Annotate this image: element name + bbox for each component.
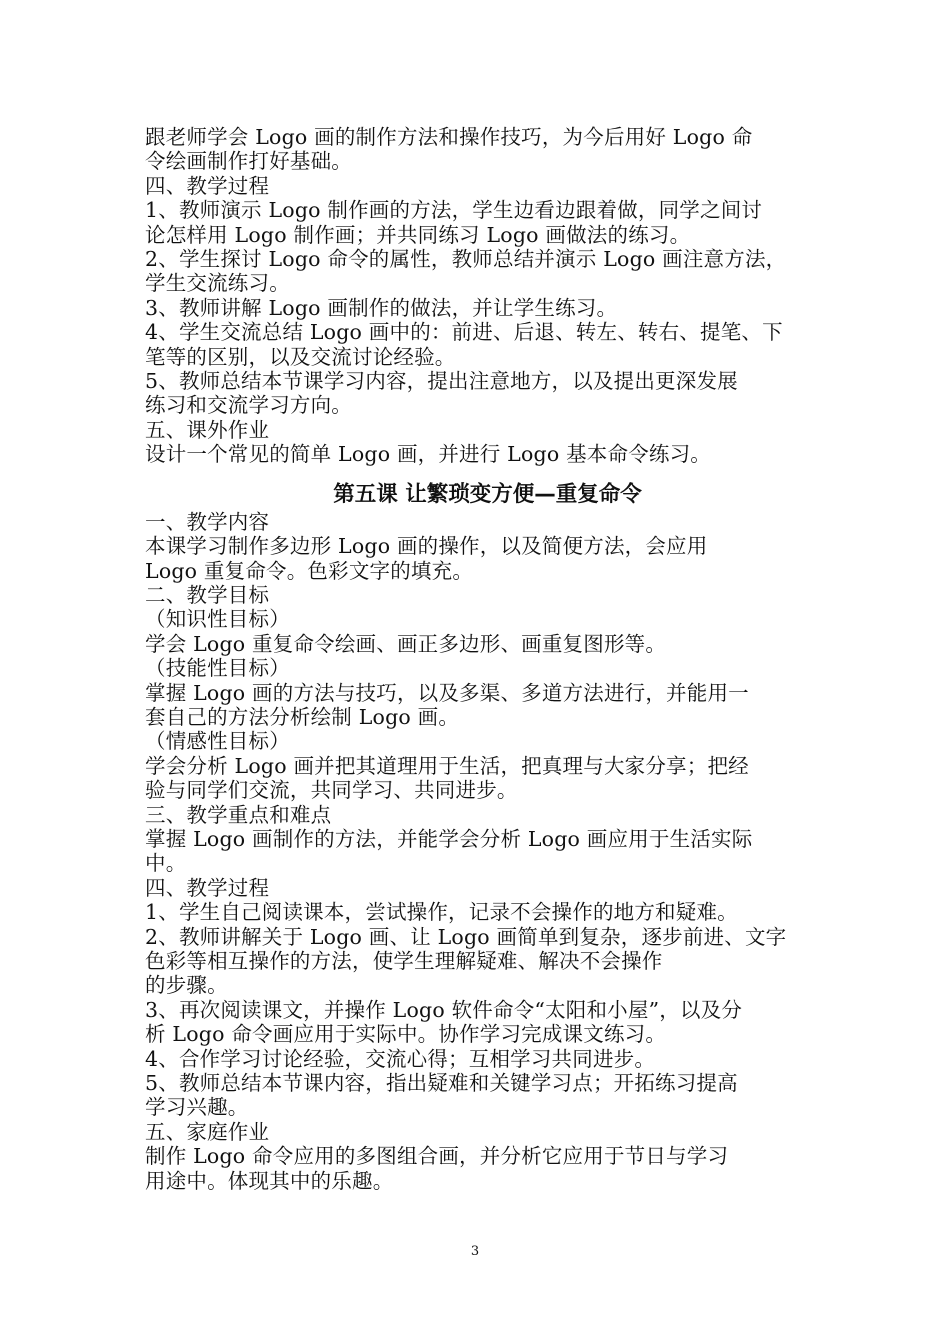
lesson-four-continuation (145, 125, 820, 467)
text-line: 论怎样用 Logo 制作画；并共同练习 Logo 画做法的练习。 (145, 222, 691, 247)
text-line: 中。 (145, 851, 187, 876)
text-line: 3、再次阅读课文，并操作 Logo 软件命令“太阳和小屋”，以及分 (145, 997, 743, 1022)
text-line: 五、家庭作业 (145, 1119, 270, 1144)
text-line: 制作 Logo 命令应用的多图组合画，并分析它应用于节日与学习 (145, 1144, 729, 1169)
text-line: （知识性目标） (145, 607, 290, 632)
text-line: 令绘画制作打好基础。 (145, 149, 352, 174)
text-line: （技能性目标） (145, 656, 290, 681)
text-line: 5、教师总结本节课内容，指出疑难和关键学习点；开拓练习提高 (145, 1071, 738, 1096)
page-number: 3 (470, 1244, 480, 1259)
text-line: Logo 重复命令。色彩文字的填充。 (145, 558, 474, 583)
text-line: 1、学生自己阅读课本，尝试操作，记录不会操作的地方和疑难。 (145, 900, 738, 925)
text-line: 2、学生探讨 Logo 命令的属性，教师总结并演示 Logo 画注意方法， (145, 247, 787, 272)
text-line: 1、教师演示 Logo 制作画的方法，学生边看边跟着做，同学之间讨 (145, 198, 763, 223)
text-line: 一、教学内容 (145, 509, 270, 534)
text-line: 学会分析 Logo 画并把其道理用于生活，把真理与大家分享；把经 (145, 753, 749, 778)
lesson-five-body (145, 510, 820, 1193)
text-line: 笔等的区别，以及交流讨论经验。 (145, 344, 456, 369)
lesson-title: 第五课 让繁琐变方便—重复命令 (333, 481, 642, 507)
text-line: 学会 Logo 重复命令绘画、画正多边形、画重复图形等。 (145, 631, 667, 656)
text-line: 学习兴趣。 (145, 1095, 249, 1120)
text-line: （情感性目标） (145, 729, 290, 754)
text-line: 三、教学重点和难点 (145, 802, 332, 827)
text-line: 掌握 Logo 画制作的方法，并能学会分析 Logo 画应用于生活实际 (145, 826, 753, 851)
text-line: 色彩等相互操作的方法，使学生理解疑难、解决不会操作 (145, 949, 663, 973)
text-line: 学生交流练习。 (145, 271, 290, 296)
text-line: 跟老师学会 Logo 画的制作方法和操作技巧，为今后用好 Logo 命 (145, 125, 753, 149)
text-line: 设计一个常见的简单 Logo 画，并进行 Logo 基本命令练习。 (145, 442, 712, 467)
page-content (145, 125, 820, 1193)
text-line: 套自己的方法分析绘制 Logo 画。 (145, 704, 460, 729)
text-line: 五、课外作业 (145, 417, 270, 442)
text-line: 3、教师讲解 Logo 画制作的做法，并让学生练习。 (145, 295, 618, 320)
text-line: 掌握 Logo 画的方法与技巧，以及多渠、多道方法进行，并能用一 (145, 680, 749, 705)
text-line: 析 Logo 命令画应用于实际中。协作学习完成课文练习。 (145, 1022, 667, 1047)
text-line: 2、教师讲解关于 Logo 画、让 Logo 画简单到复杂，逐步前进、文字 (145, 924, 787, 949)
text-line: 4、学生交流总结 Logo 画中的：前进、后退、转左、转右、提笔、下 (145, 320, 783, 345)
text-line: 4、合作学习讨论经验，交流心得；互相学习共同进步。 (145, 1046, 656, 1071)
text-line: 用途中。体现其中的乐趣。 (145, 1168, 394, 1193)
text-line: 四、教学过程 (145, 173, 270, 198)
text-line: 二、教学目标 (145, 582, 270, 607)
text-line: 的步骤。 (145, 973, 228, 998)
text-line: 四、教学过程 (145, 875, 270, 900)
text-line: 练习和交流学习方向。 (145, 393, 352, 418)
text-line: 5、教师总结本节课学习内容，提出注意地方，以及提出更深发展 (145, 369, 738, 394)
text-line: 验与同学们交流，共同学习、共同进步。 (145, 778, 518, 803)
text-line: 本课学习制作多边形 Logo 画的操作，以及简便方法，会应用 (145, 534, 708, 559)
